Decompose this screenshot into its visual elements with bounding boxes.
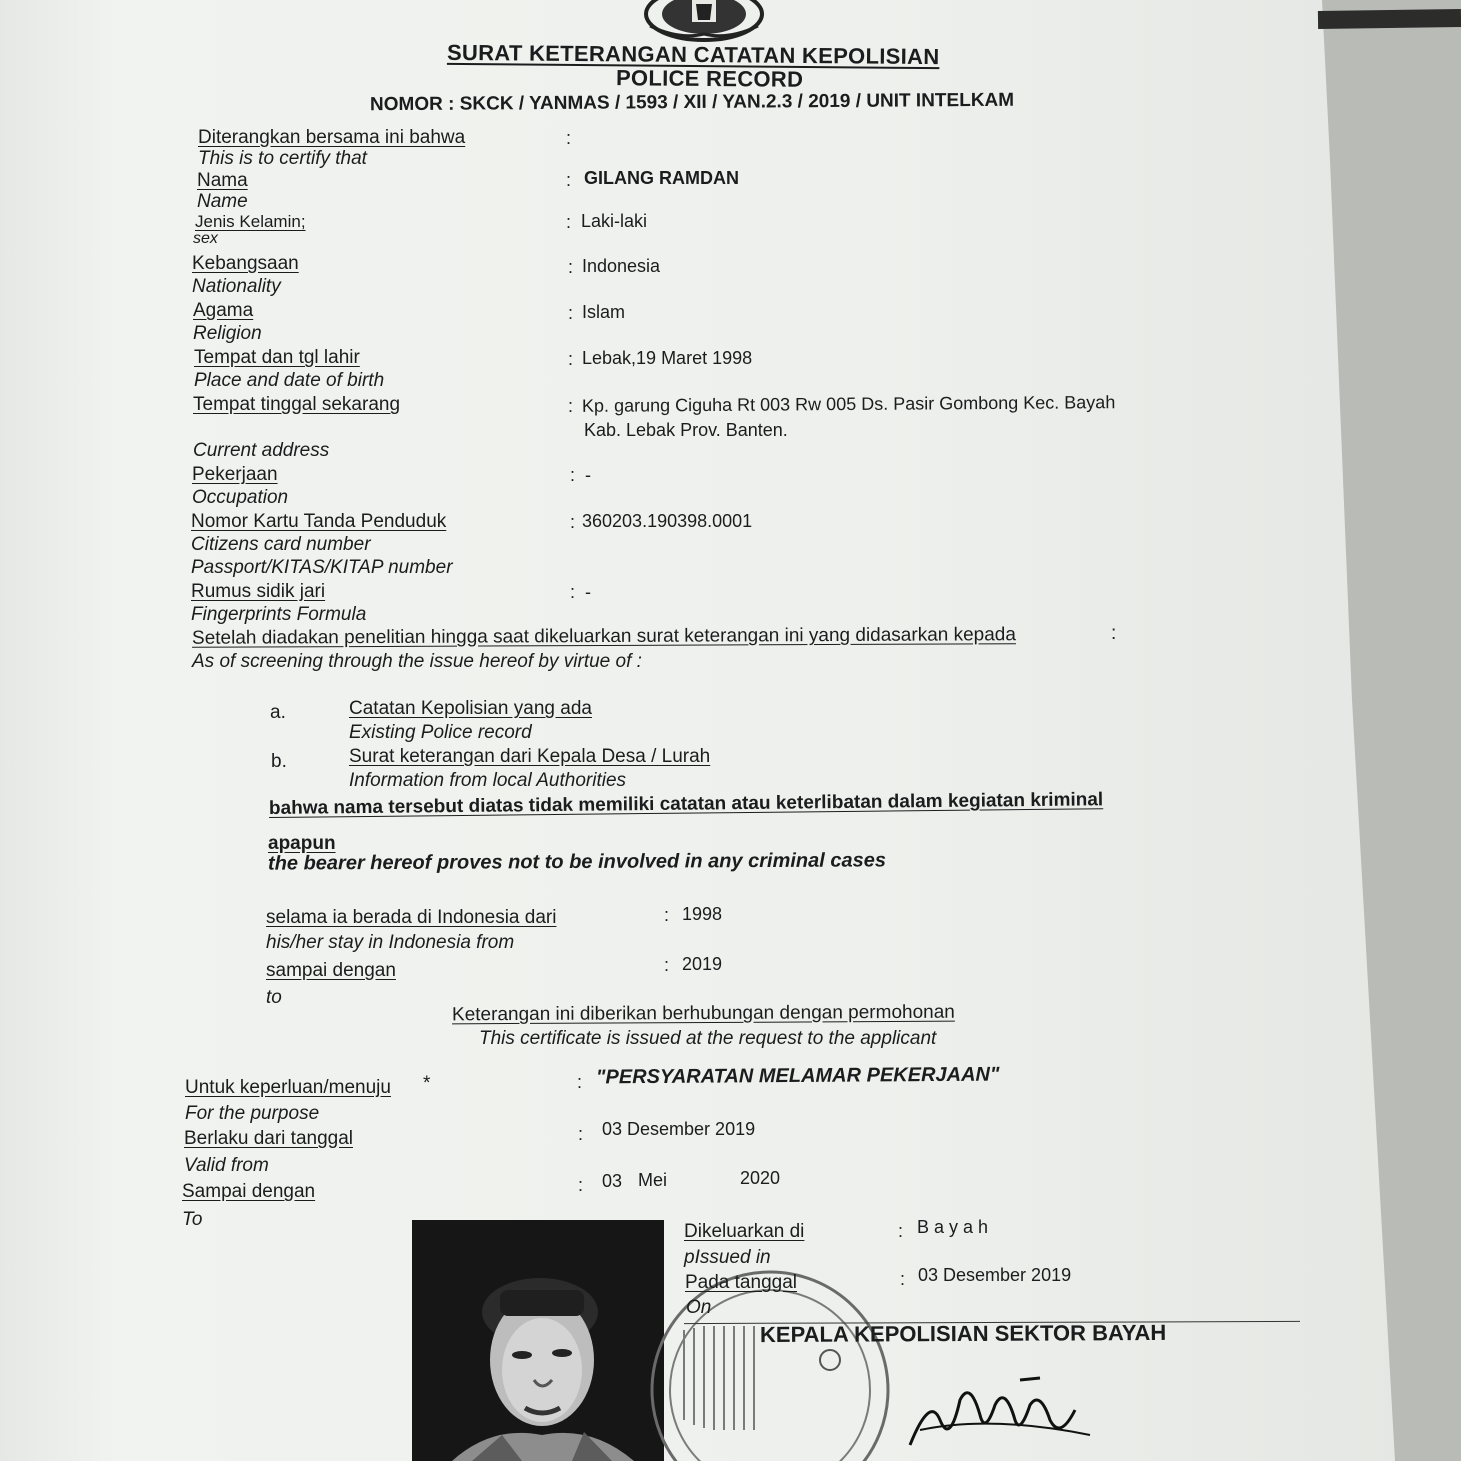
field-fingerprint-label-en: Fingerprints Formula — [191, 604, 367, 625]
colon: : — [568, 349, 574, 369]
stay-to-value: 2019 — [682, 954, 723, 974]
issued-in-label: Dikeluarkan di — [684, 1221, 805, 1242]
applicant-photo — [412, 1220, 664, 1461]
field-religion-label: Agama — [193, 300, 254, 321]
field-sex-label-en: sex — [193, 230, 218, 247]
colon: : — [570, 465, 576, 485]
field-fingerprint-value: - — [585, 582, 591, 602]
colon: : — [568, 303, 574, 323]
colon: : — [664, 905, 670, 925]
colon: : — [570, 582, 576, 602]
field-religion-label-en: Religion — [193, 323, 262, 344]
colon: : — [900, 1269, 906, 1289]
field-birth-label: Tempat dan tgl lahir — [194, 347, 360, 368]
purpose-value: "PERSYARATAN MELAMAR PEKERJAAN" — [595, 1063, 1000, 1089]
stay-from-label-en: his/her stay in Indonesia from — [266, 932, 515, 953]
colon: : — [568, 257, 574, 277]
field-nationality-label-en: Nationality — [192, 276, 281, 297]
field-name-label: Nama — [197, 170, 248, 191]
field-address-value-line2: Kab. Lebak Prov. Banten. — [584, 420, 788, 440]
field-occupation-label: Pekerjaan — [192, 464, 278, 485]
statement-text: bahwa nama tersebut diatas tidak memiliki catatan atau keterlibatan dalam kegiatan kriminal — [268, 789, 1104, 819]
signature-icon — [900, 1375, 1100, 1455]
issued-in-label-en: pIssued in — [684, 1247, 771, 1268]
item-letter: a. — [270, 702, 286, 723]
colon: : — [578, 1124, 584, 1144]
document-subtitle: POLICE RECORD — [615, 65, 804, 92]
colon: : — [568, 396, 574, 416]
field-name-value: GILANG RAMDAN — [584, 168, 739, 188]
purpose-label: Untuk keperluan/menuju — [185, 1077, 391, 1098]
stay-from-label: selama ia berada di Indonesia dari — [266, 907, 557, 928]
colon: : — [566, 170, 572, 190]
request-text: Keterangan ini diberikan berhubungan dengan permohonan — [451, 1001, 955, 1026]
field-sex-label: Jenis Kelamin; — [195, 212, 306, 231]
issued-on-label-en: On — [686, 1297, 712, 1318]
field-address-label-en: Current address — [193, 440, 330, 461]
item-b-text: Surat keterangan dari Kepala Desa / Lurah — [349, 746, 711, 767]
field-occupation-value: - — [585, 465, 591, 485]
valid-from-label-en: Valid from — [184, 1155, 269, 1176]
valid-until-label: Sampai dengan — [182, 1181, 316, 1202]
field-occupation-label-en: Occupation — [192, 487, 289, 508]
purpose-label-en: For the purpose — [185, 1103, 320, 1124]
screening-text: Setelah diadakan penelitian hingga saat dikeluarkan surat keterangan ini yang didasarkan kepada — [191, 624, 1016, 649]
valid-until-day: 03 — [602, 1171, 623, 1191]
item-a-text-en: Existing Police record — [349, 722, 532, 743]
stay-to-label: sampai dengan — [266, 960, 396, 981]
colon: : — [664, 955, 670, 975]
signatory-title: KEPALA KEPOLISIAN SEKTOR BAYAH — [759, 1319, 1167, 1348]
item-letter: b. — [271, 751, 287, 772]
field-idcard-value: 360203.190398.0001 — [582, 511, 753, 531]
field-address-label: Tempat tinggal sekarang — [193, 394, 401, 415]
intro-label: Diterangkan bersama ini bahwa — [198, 127, 466, 148]
field-nationality-label: Kebangsaan — [192, 253, 299, 274]
statement-text-en: the bearer hereof proves not to be involved in any criminal cases — [267, 849, 887, 875]
field-sex-value: Laki-laki — [581, 211, 648, 231]
item-a-text: Catatan Kepolisian yang ada — [349, 698, 592, 719]
valid-until-year: 2020 — [740, 1168, 781, 1188]
field-idcard-label-en: Citizens card number — [191, 534, 371, 555]
colon: : — [570, 512, 576, 532]
police-emblem-icon — [640, 0, 768, 42]
item-b-text-en: Information from local Authorities — [349, 770, 627, 791]
request-text-en: This certificate is issued at the request to the applicant — [479, 1028, 937, 1049]
background-edge — [1318, 9, 1461, 29]
issued-on-value: 03 Desember 2019 — [918, 1265, 1072, 1285]
field-religion-value: Islam — [582, 302, 626, 322]
colon: : — [566, 212, 572, 232]
screening-text-en: As of screening through the issue hereof by virtue of : — [192, 651, 642, 672]
valid-until-month: Mei — [638, 1170, 668, 1190]
statement-text-line2: apapun — [268, 833, 336, 854]
document-number: NOMOR : SKCK / YANMAS / 1593 / XII / YAN.2.3 / 2019 / UNIT INTELKAM — [369, 89, 1015, 116]
document-title: SURAT KETERANGAN CATATAN KEPOLISIAN — [446, 39, 940, 70]
valid-from-label: Berlaku dari tanggal — [184, 1128, 353, 1149]
stay-to-label-en: to — [266, 987, 282, 1008]
colon: : — [1111, 623, 1117, 644]
field-idcard-label: Nomor Kartu Tanda Penduduk — [191, 511, 447, 532]
valid-until-label-en: To — [182, 1209, 203, 1230]
field-name-label-en: Name — [197, 191, 248, 212]
colon: : — [578, 1175, 584, 1195]
field-birth-value: Lebak,19 Maret 1998 — [582, 348, 753, 368]
valid-from-value: 03 Desember 2019 — [602, 1119, 756, 1139]
colon: : — [898, 1221, 904, 1241]
field-fingerprint-label: Rumus sidik jari — [191, 581, 326, 602]
issued-in-value: B a y a h — [917, 1217, 989, 1237]
field-nationality-value: Indonesia — [582, 256, 661, 276]
purpose-footnote-mark: * — [423, 1073, 431, 1094]
colon: : — [566, 128, 572, 148]
field-address-value: Kp. garung Ciguha Rt 003 Rw 005 Ds. Pasir Gombong Kec. Bayah — [581, 392, 1116, 416]
intro-label-en: This is to certify that — [198, 148, 367, 169]
field-birth-label-en: Place and date of birth — [194, 370, 385, 391]
issued-on-label: Pada tanggal — [685, 1272, 797, 1293]
colon: : — [577, 1072, 583, 1092]
stay-from-value: 1998 — [682, 904, 723, 924]
field-passport-label-en: Passport/KITAS/KITAP number — [191, 557, 453, 578]
